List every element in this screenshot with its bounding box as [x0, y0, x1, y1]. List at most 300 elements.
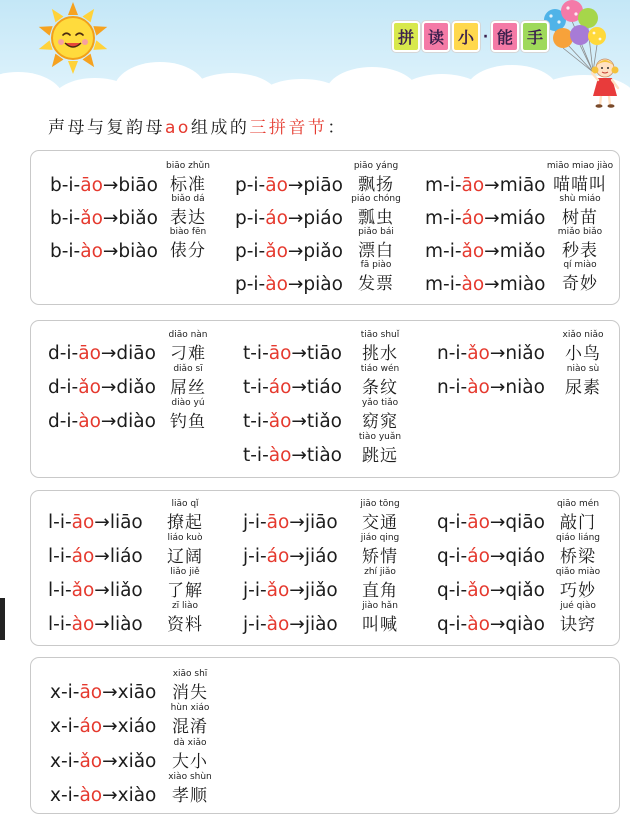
- example-word-hanzi: 巧妙: [560, 581, 596, 601]
- example-word-pinyin: tiáo wén: [360, 364, 400, 374]
- arrow: →: [102, 716, 118, 737]
- example-word-pinyin: miāo miao jiào: [546, 161, 614, 171]
- syllable-result: piáo: [303, 207, 343, 229]
- example-word-hanzi: 树苗: [562, 207, 598, 228]
- spelling: [50, 676, 156, 711]
- example-word-pinyin: biào fēn: [169, 227, 207, 237]
- example-word: [536, 601, 620, 642]
- example-word-hanzi: 直角: [362, 581, 398, 601]
- spelling-final: ǎo: [265, 240, 288, 262]
- arrow: →: [102, 207, 119, 229]
- spelling-final: āo: [71, 512, 95, 533]
- syllable-result: tiáo: [306, 377, 342, 398]
- spelling-final: āo: [268, 343, 292, 364]
- spelling: [437, 506, 545, 540]
- spelling-lead: m-i-: [425, 207, 462, 229]
- arrow: →: [287, 207, 304, 229]
- syllable-result: diǎo: [116, 377, 156, 398]
- syllable-row: [425, 260, 625, 301]
- arrow: →: [94, 546, 110, 567]
- example-word-pinyin: zhí jiǎo: [364, 567, 396, 577]
- example-word: [148, 772, 232, 814]
- spelling-lead: d-i-: [48, 377, 79, 398]
- syllable-row: [48, 601, 248, 642]
- example-word-hanzi: 条纹: [362, 378, 398, 398]
- example-word-hanzi: 跳远: [362, 446, 398, 466]
- example-word-hanzi: 发票: [358, 273, 394, 294]
- spelling-final: ào: [265, 273, 288, 295]
- subtitle-text: 组成的: [190, 118, 250, 138]
- spelling-final: áo: [266, 546, 290, 567]
- spelling-final: āo: [265, 174, 288, 196]
- example-word-hanzi: 奇妙: [562, 273, 598, 294]
- spelling: [243, 574, 338, 608]
- spelling-lead: j-i-: [243, 614, 267, 635]
- example-word-hanzi: 了解: [167, 581, 203, 601]
- example-word-pinyin: piǎo bái: [358, 227, 394, 237]
- arrow: →: [489, 546, 506, 567]
- example-word-pinyin: xiǎo niǎo: [562, 330, 604, 340]
- arrow: →: [102, 785, 118, 806]
- spelling: [50, 779, 156, 814]
- syllable-result: niǎo: [505, 343, 545, 364]
- syllable-result: tiǎo: [306, 411, 342, 432]
- syllable-group-l-j-q: [30, 490, 620, 646]
- spelling: [235, 235, 343, 268]
- arrow: →: [287, 240, 304, 262]
- syllable-column-q: [437, 499, 630, 642]
- arrow: →: [100, 377, 117, 398]
- arrow: →: [484, 207, 500, 229]
- spelling-lead: b-i-: [50, 240, 81, 262]
- spelling-lead: t-i-: [243, 377, 269, 398]
- balloons-icon: [535, 0, 630, 110]
- spelling-lead: p-i-: [235, 207, 266, 229]
- syllable-result: miāo: [499, 174, 546, 196]
- spelling-lead: d-i-: [48, 343, 79, 364]
- example-word-pinyin: jué qiào: [560, 601, 596, 611]
- spelling: [437, 371, 545, 405]
- arrow: →: [489, 512, 506, 533]
- spelling-lead: l-i-: [48, 512, 72, 533]
- spelling: [243, 506, 338, 540]
- spelling: [48, 337, 156, 371]
- spelling-final: ǎo: [461, 240, 485, 262]
- spelling: [425, 169, 546, 202]
- spelling-lead: j-i-: [243, 512, 267, 533]
- syllable-column-m: [425, 161, 625, 301]
- spelling-lead: d-i-: [48, 411, 79, 432]
- syllable-result: xiào: [117, 785, 157, 806]
- spelling-final: ào: [79, 785, 103, 806]
- spelling-lead: b-i-: [50, 174, 81, 196]
- example-word-pinyin: tiāo shuǐ: [360, 330, 400, 340]
- example-word-hanzi: 表达: [170, 207, 206, 228]
- arrow: →: [484, 240, 500, 262]
- spelling-lead: q-i-: [437, 546, 468, 567]
- syllable-row: [243, 601, 443, 642]
- spelling-final: āo: [79, 681, 103, 703]
- arrow: →: [489, 614, 506, 635]
- syllable-result: biāo: [118, 174, 158, 196]
- arrow: →: [289, 580, 305, 601]
- spelling: [235, 202, 343, 235]
- example-word-pinyin: fā piào: [360, 260, 392, 270]
- spelling: [425, 268, 546, 301]
- example-word-hanzi: 刁难: [170, 344, 206, 364]
- syllable-result: miào: [499, 273, 546, 295]
- spelling-final: āo: [266, 512, 290, 533]
- example-word-pinyin: diào yú: [171, 398, 205, 408]
- section-title-banner: [392, 21, 551, 52]
- spelling: [48, 574, 143, 608]
- spelling-lead: l-i-: [48, 546, 72, 567]
- syllable-result: qiǎo: [505, 580, 545, 601]
- spelling-final: ào: [467, 614, 490, 635]
- example-word-pinyin: qiāo mén: [556, 499, 600, 509]
- spelling: [243, 371, 342, 405]
- spelling-final: ǎo: [268, 411, 292, 432]
- example-word-hanzi: 漂白: [358, 240, 394, 261]
- example-word-hanzi: 矫情: [362, 547, 398, 567]
- example-word-hanzi: 秒表: [562, 240, 598, 261]
- spelling-final: āo: [80, 174, 103, 196]
- arrow: →: [489, 377, 506, 398]
- arrow: →: [287, 174, 304, 196]
- example-word-hanzi: 敲门: [560, 513, 596, 533]
- spelling-final: ǎo: [266, 580, 290, 601]
- spelling-lead: j-i-: [243, 580, 267, 601]
- syllable-result: xiáo: [117, 716, 157, 737]
- spelling-final: áo: [461, 207, 485, 229]
- arrow: →: [94, 580, 110, 601]
- example-word: [538, 260, 622, 301]
- example-word-pinyin: qiǎo miào: [555, 567, 601, 577]
- example-word-pinyin: biǎo dá: [171, 194, 205, 204]
- arrow: →: [94, 614, 110, 635]
- arrow: →: [291, 411, 307, 432]
- subtitle-text: ：: [327, 118, 347, 138]
- syllable-result: liáo: [109, 546, 143, 567]
- syllable-result: liào: [109, 614, 143, 635]
- syllable-result: liāo: [109, 512, 143, 533]
- syllable-result: piào: [303, 273, 343, 295]
- syllable-row: [235, 260, 435, 301]
- example-word-hanzi: 挑水: [362, 344, 398, 364]
- example-word-hanzi: 大小: [172, 751, 208, 772]
- spelling-lead: m-i-: [425, 174, 462, 196]
- syllable-result: xiāo: [117, 681, 157, 703]
- syllable-row: [437, 364, 630, 405]
- spelling-final: áo: [268, 377, 292, 398]
- arrow: →: [289, 614, 305, 635]
- spelling: [50, 169, 158, 202]
- spelling-lead: j-i-: [243, 546, 267, 567]
- spelling-lead: t-i-: [243, 411, 269, 432]
- example-word-hanzi: 小鸟: [565, 344, 601, 364]
- spelling-lead: m-i-: [425, 240, 462, 262]
- example-word-pinyin: tiào yuǎn: [358, 432, 402, 442]
- spelling: [50, 235, 158, 268]
- example-word-hanzi: 屌丝: [170, 378, 206, 398]
- arrow: →: [289, 546, 305, 567]
- spelling-lead: p-i-: [235, 273, 266, 295]
- spelling-final: ǎo: [467, 580, 490, 601]
- spelling-final: ào: [461, 273, 485, 295]
- arrow: →: [100, 343, 117, 364]
- syllable-result: qiāo: [505, 512, 545, 533]
- spelling: [235, 169, 343, 202]
- example-word-hanzi: 资料: [167, 615, 203, 635]
- syllable-result: diāo: [116, 343, 156, 364]
- example-word: [143, 601, 227, 642]
- syllable-result: biǎo: [118, 207, 158, 229]
- example-word: [146, 398, 230, 439]
- arrow: →: [484, 273, 500, 295]
- arrow: →: [291, 377, 307, 398]
- syllable-result: tiào: [306, 445, 342, 466]
- spelling-final: ào: [467, 377, 490, 398]
- syllable-result: qiáo: [505, 546, 545, 567]
- spelling: [243, 405, 342, 439]
- arrow: →: [100, 411, 117, 432]
- sun-icon: [33, 0, 115, 80]
- syllable-column-x: [50, 668, 250, 814]
- subtitle-text: 声母与复韵母: [48, 118, 165, 138]
- spelling-lead: p-i-: [235, 240, 266, 262]
- example-word-pinyin: diāo nàn: [168, 330, 208, 340]
- example-word-hanzi: 撩起: [167, 513, 203, 533]
- section-subtitle: [48, 116, 347, 140]
- spelling-lead: x-i-: [50, 681, 80, 703]
- spelling-lead: x-i-: [50, 750, 80, 772]
- arrow: →: [102, 681, 118, 703]
- spelling-lead: q-i-: [437, 580, 468, 601]
- example-word-pinyin: hùn xiáo: [170, 703, 210, 714]
- example-word-pinyin: yǎo tiǎo: [361, 398, 399, 408]
- spelling: [48, 405, 156, 439]
- example-word: [338, 432, 422, 473]
- title-separator: ·: [482, 28, 489, 45]
- spelling: [50, 710, 156, 745]
- syllable-result: jiào: [304, 614, 338, 635]
- spelling-lead: b-i-: [50, 207, 81, 229]
- spelling: [243, 439, 342, 473]
- example-word-hanzi: 诀窍: [560, 615, 596, 635]
- example-word-hanzi: 交通: [362, 513, 398, 533]
- spelling: [425, 202, 546, 235]
- arrow: →: [291, 445, 307, 466]
- example-word: [146, 227, 230, 268]
- example-word-hanzi: 俵分: [170, 240, 206, 261]
- spelling: [243, 540, 338, 574]
- arrow: →: [291, 343, 307, 364]
- spelling-lead: x-i-: [50, 716, 80, 737]
- example-word-pinyin: liáo kuò: [167, 533, 203, 543]
- syllable-column-n: [437, 330, 630, 405]
- example-word-hanzi: 尿素: [565, 378, 601, 398]
- arrow: →: [489, 580, 506, 601]
- title-char: 小: [452, 21, 480, 52]
- spelling-final: ào: [268, 445, 292, 466]
- spelling-lead: n-i-: [437, 377, 468, 398]
- example-word-pinyin: liāo qǐ: [171, 499, 199, 509]
- title-char: 拼: [392, 21, 420, 52]
- arrow: →: [102, 174, 119, 196]
- example-word-hanzi: 叫喊: [362, 615, 398, 635]
- syllable-result: piǎo: [303, 240, 343, 262]
- example-word-hanzi: 钓鱼: [170, 412, 206, 432]
- subtitle-text: 三拼音节: [249, 118, 328, 138]
- spelling: [437, 608, 545, 642]
- syllable-group-x: [30, 657, 620, 814]
- syllable-result: piāo: [303, 174, 343, 196]
- syllable-result: biào: [118, 240, 158, 262]
- title-char: 读: [422, 21, 450, 52]
- subtitle-text: ao: [165, 118, 191, 138]
- spelling-final: ào: [78, 411, 101, 432]
- spelling-final: áo: [79, 716, 103, 737]
- syllable-column-d: [48, 330, 248, 439]
- spelling-final: ǎo: [467, 343, 490, 364]
- syllable-result: miǎo: [499, 240, 546, 262]
- syllable-column-t: [243, 330, 443, 473]
- example-word-pinyin: liǎo jiě: [170, 567, 200, 577]
- spelling-final: ǎo: [71, 580, 95, 601]
- spelling: [48, 540, 143, 574]
- spelling-lead: t-i-: [243, 445, 269, 466]
- example-word-pinyin: piáo chóng: [351, 194, 401, 204]
- spelling: [243, 608, 338, 642]
- syllable-result: jiǎo: [304, 580, 338, 601]
- example-word-hanzi: 喵喵叫: [553, 174, 607, 195]
- example-word-hanzi: 辽阔: [167, 547, 203, 567]
- spelling-final: ǎo: [79, 750, 103, 772]
- arrow: →: [94, 512, 110, 533]
- example-word-hanzi: 瓢虫: [358, 207, 394, 228]
- arrow: →: [484, 174, 500, 196]
- spelling: [243, 337, 342, 371]
- spelling-lead: t-i-: [243, 343, 269, 364]
- spelling-lead: q-i-: [437, 614, 468, 635]
- syllable-row: [437, 601, 630, 642]
- title-char: 能: [491, 21, 519, 52]
- syllable-row: [48, 398, 248, 439]
- syllable-result: qiào: [505, 614, 545, 635]
- spelling-lead: x-i-: [50, 785, 80, 806]
- syllable-result: jiáo: [304, 546, 338, 567]
- spelling-final: áo: [265, 207, 288, 229]
- spelling-final: ào: [266, 614, 290, 635]
- title-char: 手: [521, 21, 549, 52]
- example-word-pinyin: xiāo shī: [172, 668, 208, 679]
- spelling: [235, 268, 343, 301]
- spelling-final: ǎo: [78, 377, 101, 398]
- arrow: →: [102, 750, 118, 772]
- example-word-hanzi: 窈窕: [362, 412, 398, 432]
- spelling: [437, 574, 545, 608]
- spelling-final: āo: [78, 343, 101, 364]
- syllable-column-b: [50, 161, 250, 268]
- spelling-final: āo: [461, 174, 485, 196]
- spelling: [50, 745, 156, 780]
- spelling: [50, 202, 158, 235]
- syllable-group-b-p-m: [30, 150, 620, 305]
- syllable-result: jiāo: [304, 512, 338, 533]
- arrow: →: [102, 240, 119, 262]
- spelling: [437, 540, 545, 574]
- arrow: →: [287, 273, 304, 295]
- example-word-pinyin: zī liào: [171, 601, 199, 611]
- syllable-column-l: [48, 499, 248, 642]
- example-word-pinyin: shù miáo: [559, 194, 601, 204]
- example-word-hanzi: 桥梁: [560, 547, 596, 567]
- spelling: [48, 506, 143, 540]
- spelling: [425, 235, 546, 268]
- spelling: [48, 608, 143, 642]
- spelling-lead: p-i-: [235, 174, 266, 196]
- example-word-pinyin: diǎo sī: [173, 364, 203, 374]
- example-word-pinyin: jiáo qing: [360, 533, 400, 543]
- example-word-pinyin: biāo zhǔn: [166, 161, 210, 171]
- syllable-group-d-t-n: [30, 320, 620, 478]
- example-word: [338, 601, 422, 642]
- example-word-hanzi: 消失: [172, 682, 208, 703]
- example-word: [334, 260, 418, 301]
- example-word-pinyin: qí miào: [563, 260, 597, 270]
- spelling: [437, 337, 545, 371]
- spelling-final: āo: [467, 512, 490, 533]
- example-word-hanzi: 混淆: [172, 717, 208, 737]
- example-word-pinyin: jiào hǎn: [362, 601, 398, 611]
- example-word: [541, 364, 625, 405]
- example-word-hanzi: 飘扬: [358, 174, 394, 195]
- syllable-row: [50, 772, 250, 814]
- spelling-lead: l-i-: [48, 614, 72, 635]
- page-edge-mark: [0, 598, 5, 640]
- spelling: [48, 371, 156, 405]
- spelling-final: ǎo: [80, 207, 103, 229]
- syllable-column-j: [243, 499, 443, 642]
- girl-icon: [592, 59, 619, 108]
- spelling-lead: m-i-: [425, 273, 462, 295]
- spelling-lead: q-i-: [437, 512, 468, 533]
- syllable-result: xiǎo: [117, 750, 157, 772]
- example-word-pinyin: jiāo tōng: [360, 499, 400, 509]
- syllable-result: liǎo: [109, 580, 143, 601]
- spelling-final: ào: [71, 614, 95, 635]
- example-word-pinyin: qiáo liáng: [555, 533, 601, 543]
- syllable-result: tiāo: [306, 343, 342, 364]
- syllable-row: [50, 227, 250, 268]
- example-word-hanzi: 标准: [170, 174, 206, 195]
- syllable-result: diào: [116, 411, 156, 432]
- spelling-lead: n-i-: [437, 343, 468, 364]
- example-word-pinyin: miǎo biǎo: [557, 227, 603, 237]
- arrow: →: [289, 512, 305, 533]
- syllable-column-p: [235, 161, 435, 301]
- example-word-pinyin: piāo yáng: [353, 161, 399, 171]
- syllable-result: niào: [505, 377, 545, 398]
- spelling-final: ào: [80, 240, 103, 262]
- spelling-lead: l-i-: [48, 580, 72, 601]
- example-word-pinyin: xiào shùn: [168, 772, 212, 783]
- syllable-result: miáo: [499, 207, 546, 229]
- example-word-hanzi: 孝顺: [172, 786, 208, 806]
- spelling-final: áo: [467, 546, 490, 567]
- example-word-pinyin: niào sù: [566, 364, 600, 374]
- arrow: →: [489, 343, 506, 364]
